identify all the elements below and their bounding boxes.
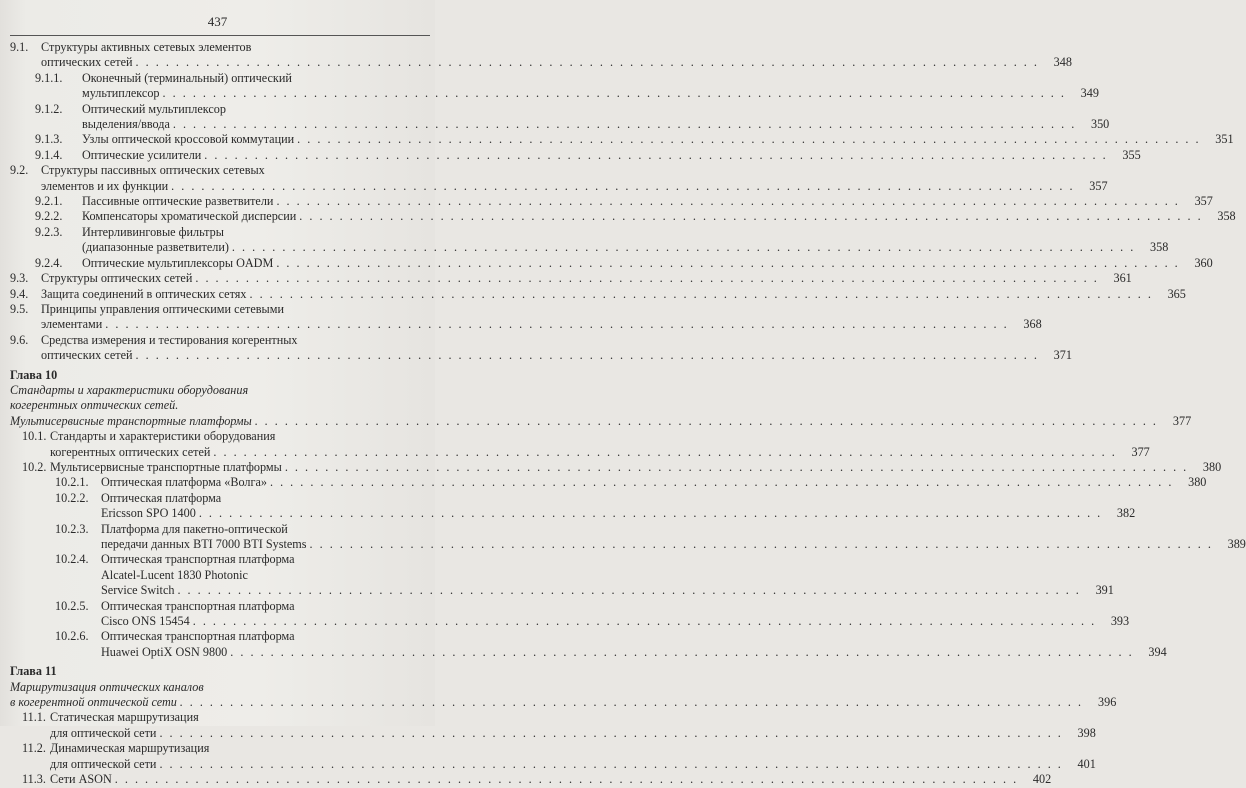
entry-text <box>78 132 1234 147</box>
entry-title: Защита соединений в оптических сетях <box>41 286 247 301</box>
entry-title: Оптическая транспортная платформа <box>101 552 295 567</box>
chapter-title-text: когерентных оптических сетей. <box>10 398 179 413</box>
chapter-title-text: Мультисервисные транспортные платформы <box>10 413 252 428</box>
entry-text <box>78 194 1213 209</box>
chapter-title-line <box>10 413 1192 429</box>
entry-text <box>35 287 1186 302</box>
toc-entry <box>10 286 1186 302</box>
toc-entry <box>10 40 1072 71</box>
entry-line <box>101 614 1129 629</box>
entry-number: 9.2. <box>10 163 29 178</box>
entry-title: выделения/ввода <box>82 117 170 132</box>
entry-title: оптических сетей <box>41 348 133 363</box>
chapter-title-line <box>10 680 428 695</box>
entry-title: Структуры оптических сетей <box>41 271 193 286</box>
entry-page: 391 <box>1095 583 1114 598</box>
entry-line <box>82 102 1109 117</box>
entry-text <box>95 491 1135 522</box>
entry-title: Средства измерения и тестирования когерентных <box>41 332 298 347</box>
chapter-title-text: Маршрутизация оптических каналов <box>10 679 204 694</box>
entry-line <box>41 179 1108 194</box>
dot-leader <box>163 86 1066 101</box>
toc-entry <box>10 301 1042 333</box>
entry-line <box>101 475 1206 490</box>
toc-entry <box>10 475 1207 490</box>
entry-number: 10.2.2. <box>55 490 89 505</box>
entry-title: Huawei OptiX OSN 9800 <box>101 644 228 659</box>
dot-leader <box>255 414 1158 429</box>
dot-leader <box>115 772 1018 787</box>
dot-leader <box>159 726 1062 741</box>
dot-leader <box>249 287 1152 302</box>
dot-leader <box>195 271 1098 286</box>
entry-title: Alcatel-Lucent 1830 Photonic <box>101 567 248 582</box>
entry-page: 357 <box>1089 178 1108 193</box>
entry-title: оптических сетей <box>41 55 133 70</box>
entry-line <box>50 772 1051 787</box>
entry-page: 350 <box>1090 117 1110 132</box>
entry-number: 10.2.1. <box>55 475 89 490</box>
entry-title: элементами <box>41 317 103 332</box>
entry-page: 351 <box>1215 132 1234 147</box>
entry-number: 9.2.1. <box>35 194 63 209</box>
entry-line <box>101 506 1135 521</box>
toc-entry <box>10 521 1246 553</box>
entry-line <box>82 132 1234 147</box>
dot-leader <box>204 148 1107 163</box>
dot-leader <box>136 55 1039 70</box>
entry-text <box>44 772 1051 787</box>
dot-leader <box>159 757 1062 772</box>
toc-entry <box>10 101 1110 133</box>
entry-text <box>44 429 1150 460</box>
dot-leader <box>299 209 1202 224</box>
dot-leader <box>199 506 1102 521</box>
entry-text <box>35 333 1072 364</box>
entry-title: Сети ASON <box>50 772 112 787</box>
entry-page: 380 <box>1188 475 1207 490</box>
chapter-page: 377 <box>1172 413 1192 428</box>
entry-page: 394 <box>1148 644 1167 659</box>
entry-title: Принципы управления оптическими сетевыми <box>41 301 284 316</box>
chapter-title <box>10 679 1117 711</box>
dot-leader <box>285 460 1188 475</box>
entry-text <box>44 741 1096 772</box>
entry-line <box>101 599 1129 614</box>
toc-entry <box>10 429 1150 460</box>
entry-line <box>50 757 1096 772</box>
page-number: 437 <box>207 14 228 29</box>
entry-line <box>101 568 1114 583</box>
toc-entry <box>10 629 1167 660</box>
entry-number: 9.2.2. <box>35 209 63 224</box>
entry-text <box>78 225 1168 256</box>
chapter-title-line <box>10 695 1117 710</box>
entry-line <box>50 429 1150 444</box>
toc-entry <box>10 741 1096 772</box>
entry-number: 9.1. <box>10 40 29 54</box>
entry-title: Мультисервисные транспортные платформы <box>50 459 282 474</box>
entry-number: 9.6. <box>10 332 29 347</box>
entry-text <box>78 102 1109 133</box>
entry-line <box>82 117 1109 132</box>
entry-line <box>82 71 1099 86</box>
chapter-title-line <box>10 398 428 413</box>
dot-leader <box>232 240 1135 255</box>
entry-line <box>82 148 1141 163</box>
entry-line <box>82 225 1168 240</box>
entry-line <box>82 86 1099 101</box>
entry-number: 9.5. <box>10 301 29 316</box>
toc-entry <box>10 772 1052 787</box>
entry-title: Ericsson SPO 1400 <box>101 506 196 521</box>
entry-line <box>82 194 1213 209</box>
toc-entry <box>10 255 1213 271</box>
chapter-heading: Глава 11 <box>10 664 57 679</box>
entry-text <box>44 710 1096 741</box>
dot-leader <box>177 583 1080 598</box>
entry-title: Оптические мультиплексоры OADM <box>82 255 274 270</box>
entry-text <box>95 599 1129 630</box>
chapter-title <box>10 382 1192 429</box>
entry-page: 357 <box>1194 194 1213 209</box>
header-rule <box>10 35 430 36</box>
entry-number: 11.3. <box>22 772 46 787</box>
entry-number: 10.2.3. <box>55 521 89 536</box>
toc-entry <box>10 459 1222 475</box>
entry-line <box>41 55 1072 70</box>
dot-leader <box>310 537 1213 552</box>
entry-page: 358 <box>1217 209 1236 224</box>
entry-title: Структуры активных сетевых элементов <box>41 40 252 54</box>
entry-page: 360 <box>1194 255 1213 270</box>
dot-leader <box>297 132 1200 147</box>
entry-title: Оконечный (терминальный) оптический <box>82 70 292 85</box>
entry-title: для оптической сети <box>50 756 157 771</box>
entry-number: 10.1. <box>22 429 47 444</box>
entry-text <box>95 475 1206 490</box>
entry-title: Оптическая платформа «Волга» <box>101 475 267 490</box>
entry-title: Оптические усилители <box>82 147 202 162</box>
toc-entry <box>10 163 1108 194</box>
entry-page: 393 <box>1110 614 1130 629</box>
entry-title: когерентных оптических сетей <box>50 444 211 459</box>
entry-title: Структуры пассивных оптических сетевых <box>41 163 265 178</box>
entry-number: 10.2.6. <box>55 629 89 644</box>
entry-page: 368 <box>1023 317 1042 332</box>
entry-text <box>78 209 1236 224</box>
chapter-heading: Глава 10 <box>10 367 58 382</box>
entry-line <box>82 240 1168 255</box>
toc-entry <box>10 490 1136 522</box>
entry-page: 380 <box>1202 459 1222 474</box>
entry-page: 402 <box>1032 772 1052 787</box>
entry-text <box>95 522 1246 553</box>
entry-title: (диапазонные разветвители) <box>82 240 229 255</box>
entry-title: Оптическая транспортная платформа <box>101 629 295 644</box>
dot-leader <box>276 194 1179 209</box>
dot-leader <box>270 475 1173 490</box>
entry-number: 10.2. <box>22 459 47 474</box>
dot-leader <box>136 348 1039 363</box>
entry-line <box>50 741 1096 756</box>
entry-title: элементов и их функции <box>41 178 169 193</box>
chapter-title-text: Стандарты и характеристики оборудования <box>10 382 249 397</box>
entry-text <box>35 163 1108 194</box>
entry-title: Интерливинговые фильтры <box>82 224 224 239</box>
toc-entry <box>10 710 1096 741</box>
entry-line <box>41 302 1042 317</box>
entry-page: 349 <box>1080 86 1099 101</box>
entry-page: 358 <box>1150 240 1169 255</box>
entry-page: 389 <box>1227 537 1246 551</box>
entry-text <box>44 460 1221 475</box>
entry-text <box>78 148 1141 163</box>
entry-line <box>101 537 1246 552</box>
entry-number: 9.1.1. <box>35 70 63 85</box>
entry-line <box>101 491 1135 506</box>
entry-line <box>41 348 1072 363</box>
entry-line <box>101 522 1246 537</box>
entry-line <box>82 256 1213 271</box>
entry-page: 361 <box>1113 271 1132 286</box>
dot-leader <box>213 445 1116 460</box>
entry-page: 398 <box>1077 725 1096 740</box>
entry-page: 365 <box>1167 286 1186 301</box>
entry-line <box>50 445 1150 460</box>
entry-page: 401 <box>1077 756 1096 771</box>
entry-number: 9.3. <box>10 271 29 286</box>
entry-text <box>95 629 1167 660</box>
entry-number: 9.2.3. <box>35 224 63 239</box>
entry-text <box>35 302 1042 333</box>
entry-title: Платформа для пакетно-оптической <box>101 521 288 536</box>
dot-leader <box>180 695 1083 710</box>
toc-entry <box>10 132 1234 147</box>
entry-title: мультиплексор <box>82 86 160 101</box>
entry-title: для оптической сети <box>50 725 157 740</box>
entry-line <box>101 645 1167 660</box>
entry-title: Статическая маршрутизация <box>50 710 199 725</box>
toc-entry <box>10 271 1132 286</box>
entry-title: Оптическая транспортная платформа <box>101 598 295 613</box>
entry-title: Cisco ONS 15454 <box>101 614 190 629</box>
entry-number: 10.2.4. <box>55 552 89 567</box>
entry-line <box>50 460 1221 475</box>
entry-text <box>35 271 1132 286</box>
entry-title: Динамическая маршрутизация <box>50 741 210 756</box>
entry-line <box>101 583 1114 598</box>
entry-number: 9.1.4. <box>35 147 63 162</box>
entry-line <box>41 163 1108 178</box>
dot-leader <box>193 614 1096 629</box>
entry-page: 355 <box>1122 147 1141 162</box>
dot-leader <box>230 645 1133 660</box>
dot-leader <box>171 179 1074 194</box>
entry-page: 382 <box>1116 506 1136 521</box>
entry-page: 348 <box>1053 55 1072 70</box>
entry-title: Компенсаторы хроматической дисперсии <box>82 209 297 224</box>
dot-leader <box>276 256 1179 271</box>
chapter-page: 396 <box>1098 695 1117 710</box>
entry-line <box>101 552 1114 567</box>
toc-entry <box>10 552 1114 598</box>
entry-number: 9.4. <box>10 286 29 301</box>
entry-line <box>101 629 1167 644</box>
entry-text <box>78 71 1099 102</box>
dot-leader <box>173 117 1076 132</box>
toc-entry <box>10 598 1130 630</box>
entry-number: 10.2.5. <box>55 598 89 613</box>
entry-title: Пассивные оптические разветвители <box>82 194 274 209</box>
toc-entry <box>10 224 1169 256</box>
entry-line <box>41 287 1186 302</box>
toc-entry <box>10 70 1099 102</box>
chapter-title-line <box>10 383 428 398</box>
entry-title: Оптическая платформа <box>101 490 222 505</box>
entry-number: 9.1.2. <box>35 101 63 116</box>
table-of-contents <box>10 40 1246 788</box>
entry-number: 9.2.4. <box>35 255 63 270</box>
entry-line <box>50 726 1096 741</box>
entry-text <box>95 552 1114 598</box>
toc-entry <box>10 147 1141 163</box>
entry-title: передачи данных BTI 7000 BTI Systems <box>101 537 307 551</box>
entry-line <box>41 317 1042 332</box>
toc-entry <box>10 332 1072 364</box>
entry-text <box>78 256 1213 271</box>
chapter-title-text: в когерентной оптической сети <box>10 695 177 710</box>
entry-number: 9.1.3. <box>35 132 63 147</box>
entry-title: Узлы оптической кроссовой коммутации <box>82 132 295 147</box>
entry-line <box>41 271 1132 286</box>
toc-entry <box>10 209 1236 224</box>
dot-leader <box>105 317 1008 332</box>
entry-number: 11.1. <box>22 710 46 725</box>
entry-page: 371 <box>1053 348 1072 363</box>
entry-line <box>50 710 1096 725</box>
entry-line <box>41 333 1072 348</box>
entry-title: Service Switch <box>101 583 175 598</box>
entry-line <box>82 209 1236 224</box>
toc-entry <box>10 194 1213 209</box>
entry-line <box>41 40 1072 55</box>
entry-page: 377 <box>1131 444 1150 459</box>
entry-text <box>35 40 1072 71</box>
entry-title: Оптический мультиплексор <box>82 101 226 116</box>
entry-title: Стандарты и характеристики оборудования <box>50 429 276 444</box>
entry-number: 11.2. <box>22 741 46 756</box>
